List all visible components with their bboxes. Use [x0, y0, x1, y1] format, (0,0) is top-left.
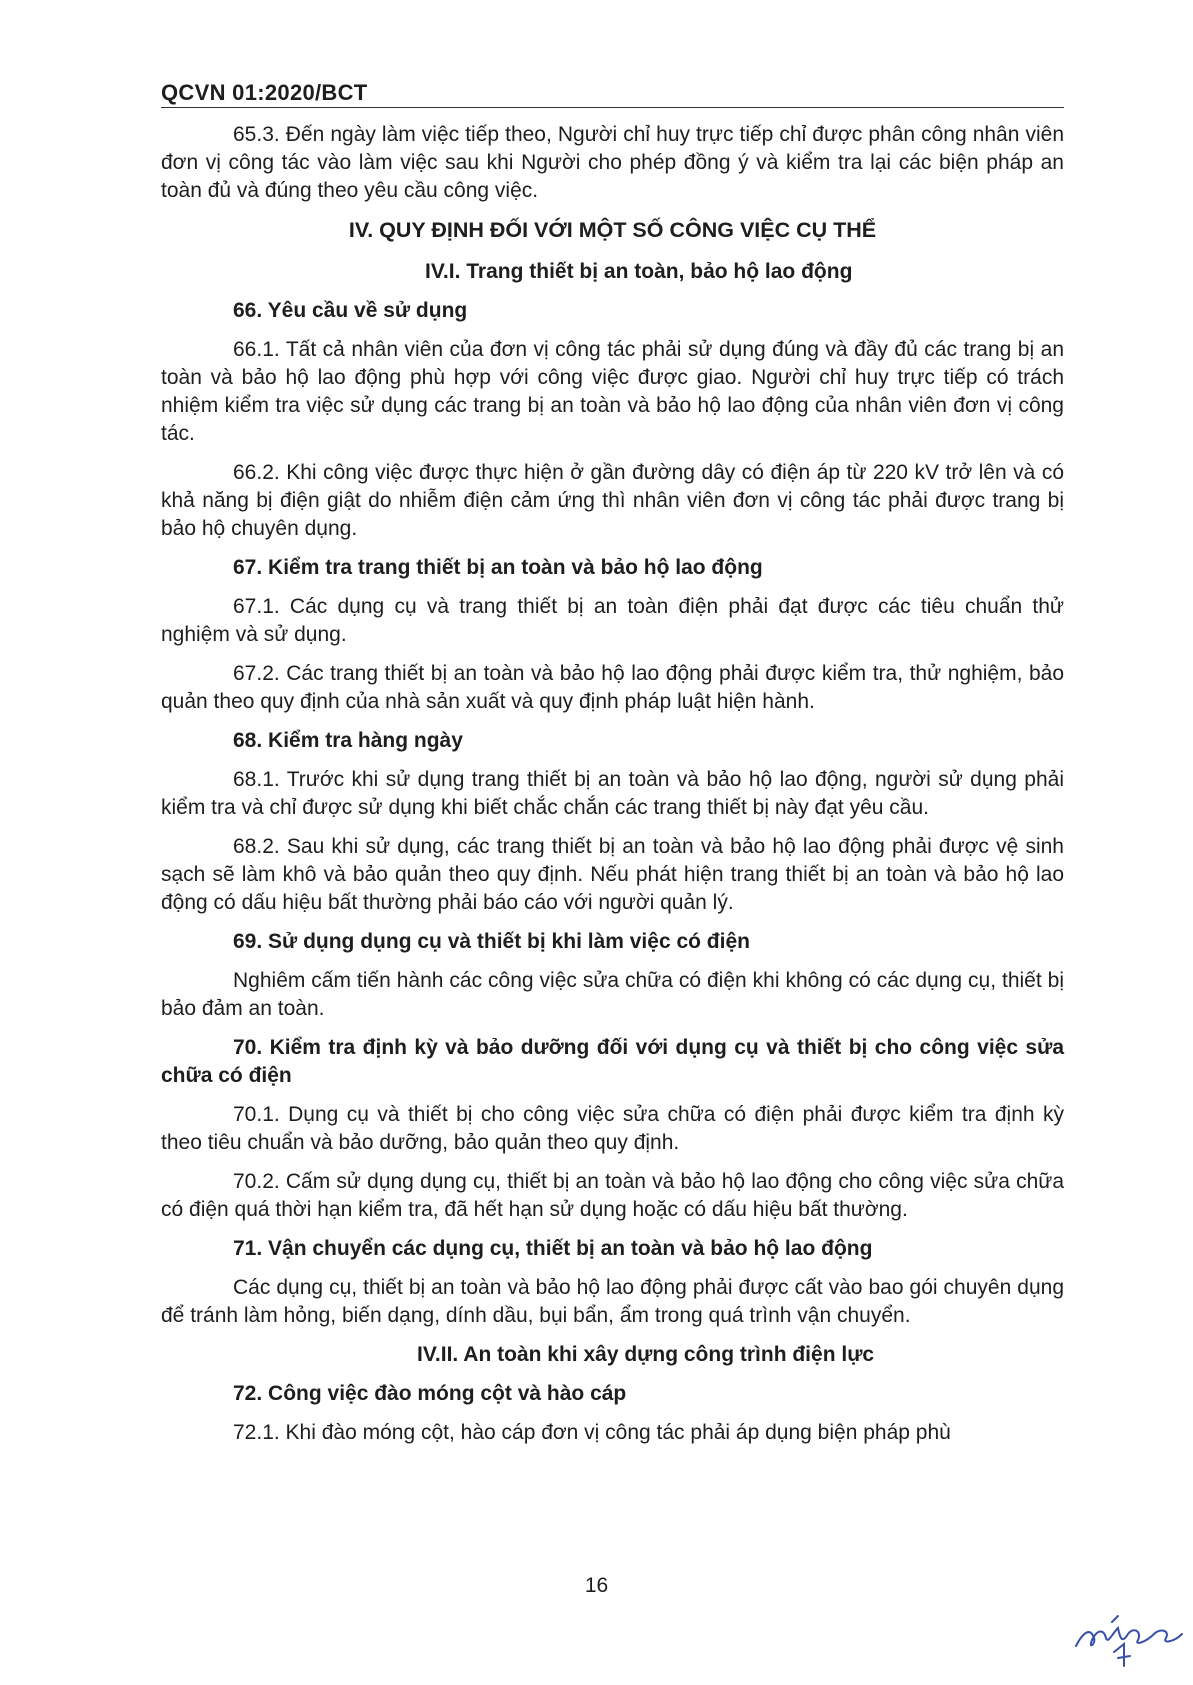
paragraph-66-1: 66.1. Tất cả nhân viên của đơn vị công tác phải sử dụng đúng và đầy đủ các trang bị an toàn và bảo hộ lao động phù hợp với công việc được giao. Người chỉ huy trực tiếp có trách nhiệm kiểm tra việc sử dụng các trang bị an toàn và bảo hộ lao động của nhân viên đơn vị công tác. — [161, 338, 1064, 445]
header-divider — [161, 107, 1064, 108]
article-heading-67: 67. Kiểm tra trang thiết bị an toàn và bảo hộ lao động — [233, 556, 763, 579]
paragraph-70-2: 70.2. Cấm sử dụng dụng cụ, thiết bị an toàn và bảo hộ lao động cho công việc sửa chữa có điện quá thời hạn kiểm tra, đã hết hạn sử dụng hoặc có dấu hiệu bất thường. — [161, 1170, 1064, 1221]
paragraph-67-2: 67.2. Các trang thiết bị an toàn và bảo hộ lao động phải được kiểm tra, thử nghiệm, bảo quản theo quy định của nhà sản xuất và quy định pháp luật hiện hành. — [161, 662, 1064, 713]
article-heading-68: 68. Kiểm tra hàng ngày — [233, 729, 463, 752]
paragraph-68-1: 68.1. Trước khi sử dụng trang thiết bị an toàn và bảo hộ lao động, người sử dụng phải kiểm tra và chỉ được sử dụng khi biết chắc chắn các trang thiết bị này đạt yêu cầu. — [161, 768, 1064, 819]
article-heading-66: 66. Yêu cầu về sử dụng — [233, 299, 468, 322]
section-heading-iv-ii: IV.II. An toàn khi xây dựng công trình điện lực — [417, 1343, 875, 1366]
paragraph-68-2: 68.2. Sau khi sử dụng, các trang thiết bị an toàn và bảo hộ lao động phải được vệ sinh sạch sẽ làm khô và bảo quản theo quy định. Nếu phát hiện trang thiết bị an toàn và bảo hộ lao động có dấu hiệu bất thường phải báo cáo với người quản lý. — [161, 835, 1064, 914]
document-code-header: QCVN 01:2020/BCT — [161, 80, 368, 105]
paragraph-70-1: 70.1. Dụng cụ và thiết bị cho công việc sửa chữa có điện phải được kiểm tra định kỳ theo tiêu chuẩn và bảo dưỡng, bảo quản theo quy định. — [161, 1103, 1064, 1154]
article-heading-70: 70. Kiểm tra định kỳ và bảo dưỡng đối với dụng cụ và thiết bị cho công việc sửa chữa có điện — [161, 1036, 1064, 1087]
page-number: 16 — [584, 1574, 609, 1597]
paragraph-69: Nghiêm cấm tiến hành các công việc sửa chữa có điện khi không có các dụng cụ, thiết bị bảo đảm an toàn. — [161, 969, 1064, 1020]
chapter-heading-iv: IV. QUY ĐỊNH ĐỐI VỚI MỘT SỐ CÔNG VIỆC CỤ THỂ — [348, 218, 877, 242]
paragraph-72-1: 72.1. Khi đào móng cột, hào cáp đơn vị công tác phải áp dụng biện pháp phù — [233, 1421, 951, 1444]
article-heading-71: 71. Vận chuyển các dụng cụ, thiết bị an toàn và bảo hộ lao động — [233, 1237, 873, 1260]
section-heading-iv-i: IV.I. Trang thiết bị an toàn, bảo hộ lao động — [425, 260, 853, 283]
paragraph-67-1: 67.1. Các dụng cụ và trang thiết bị an toàn điện phải đạt được các tiêu chuẩn thử nghiệm và sử dụng. — [161, 595, 1064, 646]
article-heading-69: 69. Sử dụng dụng cụ và thiết bị khi làm việc có điện — [233, 930, 750, 953]
paragraph-65-3: 65.3. Đến ngày làm việc tiếp theo, Người chỉ huy trực tiếp chỉ được phân công nhân viên đơn vị công tác vào làm việc sau khi Người cho phép đồng ý và kiểm tra lại các biện pháp an toàn đủ và đúng theo yêu cầu công việc. — [161, 123, 1064, 202]
paragraph-66-2: 66.2. Khi công việc được thực hiện ở gần đường dây có điện áp từ 220 kV trở lên và có khả năng bị điện giật do nhiễm điện cảm ứng thì nhân viên đơn vị công tác phải được trang bị bảo hộ chuyên dụng. — [161, 461, 1064, 540]
document-body — [161, 121, 1064, 1458]
paragraph-71: Các dụng cụ, thiết bị an toàn và bảo hộ lao động phải được cất vào bao gói chuyên dụng để tránh làm hỏng, biến dạng, dính dầu, bụi bẩn, ẩm trong quá trình vận chuyển. — [161, 1276, 1064, 1327]
handwritten-initials-signature — [1068, 1604, 1188, 1674]
article-heading-72: 72. Công việc đào móng cột và hào cáp — [233, 1382, 627, 1405]
